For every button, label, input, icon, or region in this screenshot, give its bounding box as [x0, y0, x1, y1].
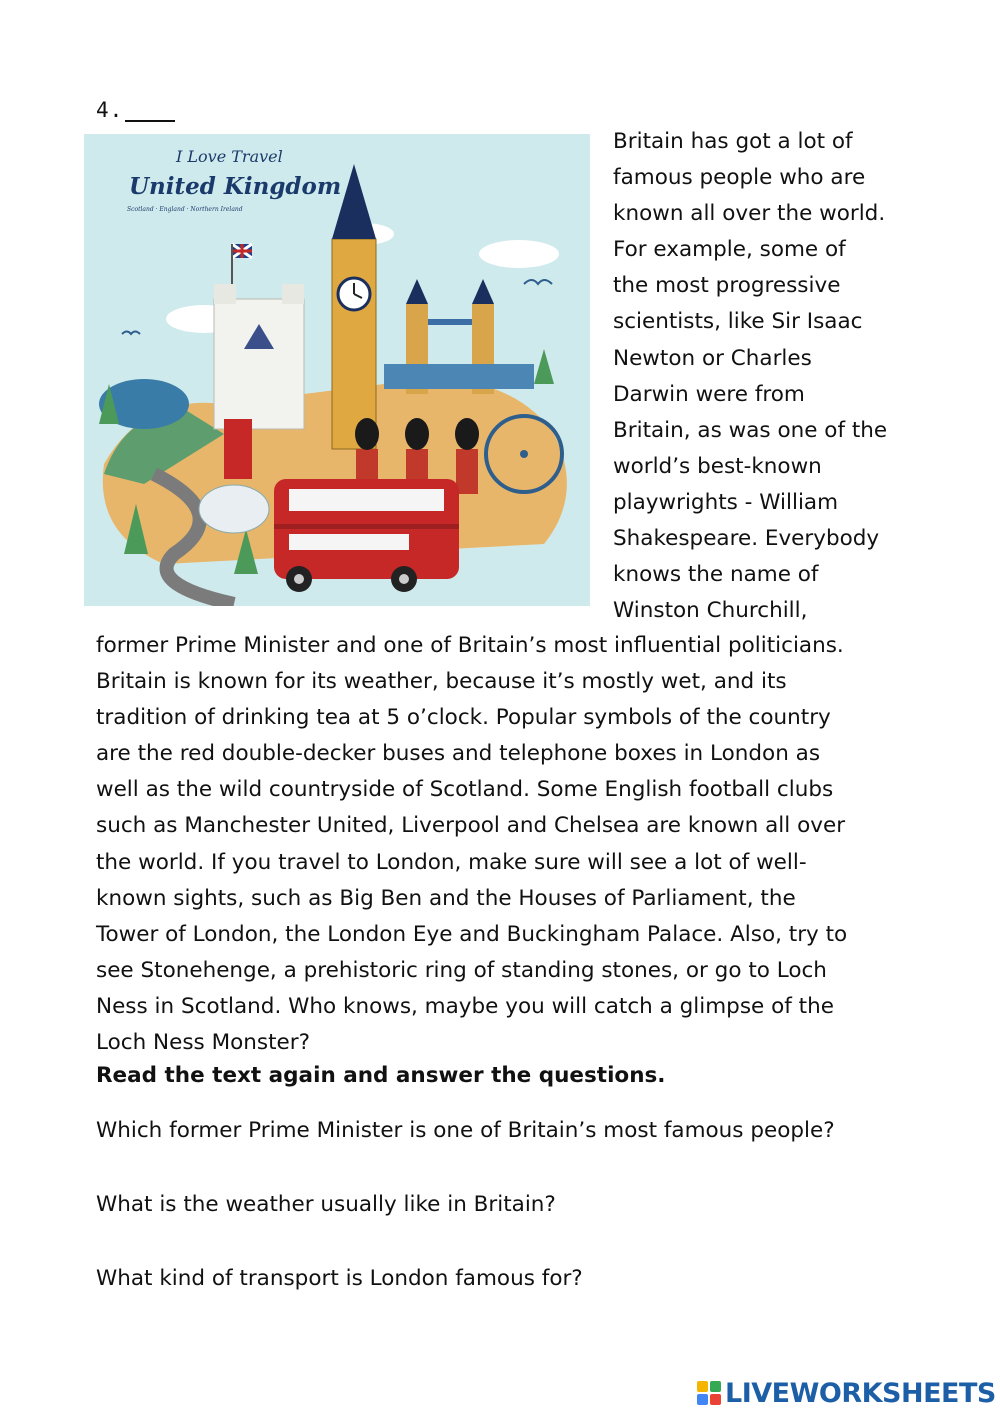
body-line: are the red double-decker buses and telephone boxes in London as [96, 741, 821, 767]
brand-name: LIVEWORKSHEETS [725, 1377, 996, 1409]
side-line: Britain, as was one of the [613, 417, 888, 443]
body-line: tradition of drinking tea at 5 o’clock. Popular symbols of the country [96, 705, 831, 731]
body-line: the world. If you travel to London, make sure will see a lot of well- [96, 849, 807, 875]
question-number [96, 98, 175, 122]
body-line: former Prime Minister and one of Britain’s most influential politicians. [96, 633, 844, 658]
question-1: Which former Prime Minister is one of Britain’s most famous people? [96, 1118, 835, 1143]
question-number-label: 4. [96, 98, 124, 122]
body-line: such as Manchester United, Liverpool and Chelsea are known all over [96, 813, 846, 839]
uk-travel-illustration [84, 134, 590, 606]
side-line: Newton or Charles [613, 345, 812, 371]
question-2: What is the weather usually like in Britain? [96, 1192, 556, 1217]
liveworksheets-logo [697, 1376, 996, 1410]
westminster-abbey [214, 299, 304, 429]
body-line: known sights, such as Big Ben and the Houses of Parliament, the [96, 885, 796, 911]
answer-blank[interactable] [125, 98, 175, 122]
question-3: What kind of transport is London famous for? [96, 1266, 583, 1291]
body-line: Britain is known for its weather, because it’s mostly wet, and its [96, 669, 787, 695]
body-line: Ness in Scotland. Who knows, maybe you will catch a glimpse of the [96, 993, 834, 1019]
abbey-tower [282, 284, 304, 304]
side-line: Winston Churchill, [613, 598, 808, 624]
side-line: For example, some of [613, 237, 846, 263]
side-line: famous people who are [613, 165, 866, 191]
dome [199, 485, 269, 533]
side-line: playwrights - William [613, 489, 839, 515]
side-line: Darwin were from [613, 381, 805, 407]
side-line: scientists, like Sir Isaac [613, 309, 863, 335]
big-ben-tower [332, 239, 376, 449]
telephone-box-icon [224, 419, 252, 479]
cloud [479, 240, 559, 268]
side-line: world’s best-known [613, 453, 822, 479]
side-line: known all over the world. [613, 201, 886, 227]
side-paragraph [613, 124, 913, 629]
abbey-tower [214, 284, 236, 304]
logo-squares-icon [697, 1381, 721, 1405]
double-decker-bus-icon [274, 479, 459, 592]
body-line: Tower of London, the London Eye and Buckingham Palace. Also, try to [96, 921, 848, 947]
side-line: Shakespeare. Everybody [613, 526, 880, 552]
uk-landmarks-drawing [84, 134, 590, 606]
side-line: the most progressive [613, 273, 841, 299]
tower-bridge-walkway [428, 319, 472, 325]
illustration-heading-small: I Love Travel [176, 147, 283, 166]
instruction-heading: Read the text again and answer the questions. [96, 1063, 666, 1088]
body-paragraph [96, 628, 956, 1061]
body-line: see Stonehenge, a prehistoric ring of standing stones, or go to Loch [96, 957, 827, 983]
illustration-heading-large: United Kingdom [129, 173, 342, 200]
side-line: Britain has got a lot of [613, 129, 853, 154]
body-line: well as the wild countryside of Scotland. Some English football clubs [96, 777, 834, 803]
body-line: Loch Ness Monster? [96, 1030, 311, 1056]
side-line: knows the name of [613, 562, 819, 588]
river-thames [384, 364, 534, 389]
illustration-subheading: Scotland · England · Northern Ireland [127, 206, 243, 213]
